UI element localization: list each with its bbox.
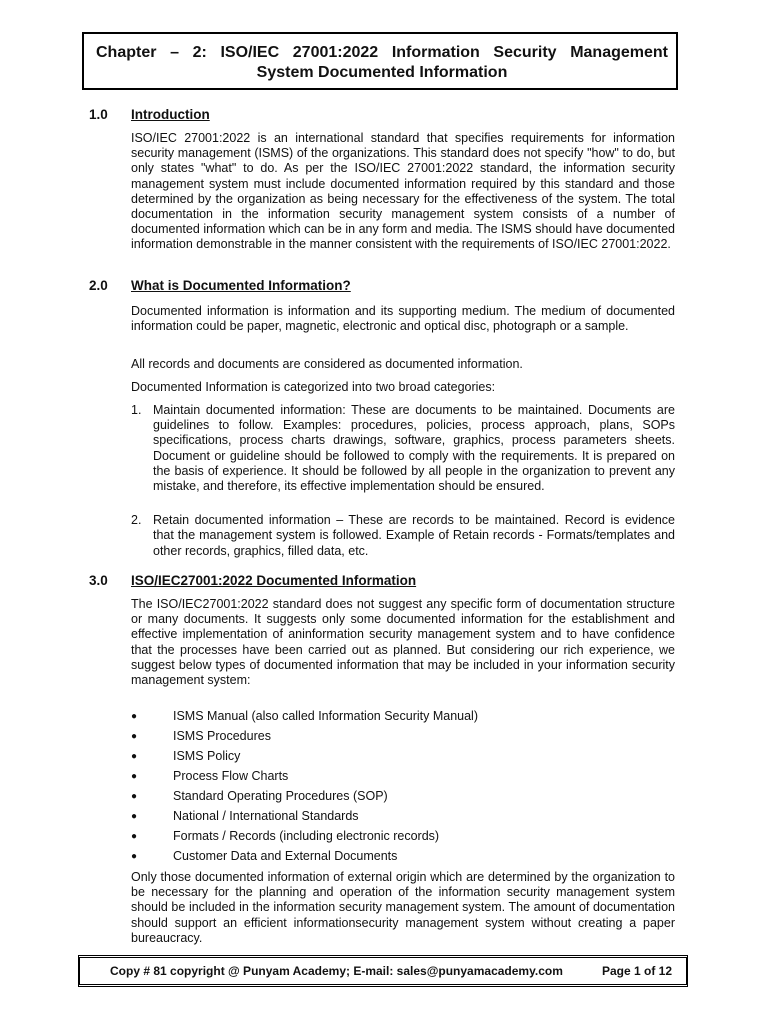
list-text: National / International Standards <box>173 809 359 823</box>
documented-info-paragraph-3: Documented Information is categorized into two broad categories: <box>131 380 496 394</box>
list-item <box>131 849 671 869</box>
document-types-list <box>131 709 671 869</box>
documented-info-paragraph-1: Documented information is information and its supporting medium. The medium of documented information could be paper, magnetic, electronic and optical disc, photograph or a sample. <box>131 304 675 334</box>
external-origin-paragraph: Only those documented information of external origin which are determined by the organization to be necessary for the planning and operation of the information security management system should be included in the information security management system. The amount of documentation should support an efficient informationsecurity management system without creating a paper bureaucracy. <box>131 870 675 945</box>
list-text: ISMS Manual (also called Information Security Manual) <box>173 709 478 723</box>
section-heading-introduction <box>89 107 210 123</box>
list-text: Customer Data and External Documents <box>173 849 398 863</box>
list-item <box>131 729 671 749</box>
list-number: 2. <box>131 513 142 528</box>
list-item <box>131 709 671 729</box>
page-number: Page 1 of 12 <box>601 964 672 978</box>
suggestion-paragraph: The ISO/IEC27001:2022 standard does not suggest any specific form of documentation structure or many documents. It suggests only some documented information for the establishment and effective implementation of aninformation security management system and to have confidence that the processes have been carried out as planned. But considering our rich experience, we suggest below types of documented information that may be included in your information security management system: <box>131 597 675 688</box>
bullet-icon: ● <box>131 851 138 862</box>
chapter-title-box <box>82 32 678 90</box>
bullet-icon: ● <box>131 831 138 842</box>
list-item <box>131 829 671 849</box>
copyright-text: Copy # 81 copyright @ Punyam Academy; E-mail: sales@punyamacademy.com <box>110 964 563 978</box>
bullet-icon: ● <box>131 751 138 762</box>
bullet-icon: ● <box>131 711 138 722</box>
list-item <box>131 789 671 809</box>
list-item <box>131 769 671 789</box>
section-number: 1.0 <box>89 107 108 122</box>
list-text: ISMS Procedures <box>173 729 271 743</box>
bullet-icon: ● <box>131 811 138 822</box>
page-footer <box>78 955 688 987</box>
list-item <box>131 403 675 494</box>
section-title: What is Documented Information? <box>131 278 351 293</box>
list-number: 1. <box>131 403 142 417</box>
section-number: 3.0 <box>89 573 108 588</box>
list-item <box>131 749 671 769</box>
list-text: Standard Operating Procedures (SOP) <box>173 789 388 803</box>
intro-paragraph: ISO/IEC 27001:2022 is an international standard that specifies requirements for information security management (ISMS) of the organizations. This standard does not specify "how" to do, but only states "what" to do. As per the ISO/IEC 27001:2022 standard, the information security management system must include documented information required by this standard and those determined by the organization as being necessary for the effectiveness of the system. The total documentation in the information security management system consists of a number of documented information which can be in any form and media. The ISMS should have documented information demonstrable in the manner consistent with the requirements of ISO/IEC 27001:2022. <box>131 131 675 252</box>
list-text: ISMS Policy <box>173 749 241 763</box>
list-text: Retain documented information – These are records to be maintained. Record is evidence that the management system is followed. Example of Retain records - Formats/templates and other records, graphics, filled data, etc. <box>153 513 675 558</box>
bullet-icon: ● <box>131 771 138 782</box>
chapter-title-line2: System Documented Information <box>256 64 508 81</box>
section-title: ISO/IEC27001:2022 Documented Information <box>131 573 417 588</box>
section-title: Introduction <box>131 107 210 122</box>
list-text: Process Flow Charts <box>173 769 289 783</box>
chapter-title-line1: Chapter – 2: ISO/IEC 27001:2022 Information Security Management <box>96 44 668 61</box>
documented-info-paragraph-2: All records and documents are considered as documented information. <box>131 357 523 371</box>
list-text: Formats / Records (including electronic records) <box>173 829 440 843</box>
list-text: Maintain documented information: These are documents to be maintained. Documents are guidelines to follow. Examples: procedures, policies, process approach, plans, SOPs specifications, process charts drawings, software, graphics, process parameters sheets. Document or guideline should be followed to comply with the requirements. It is prepared on the basis of experience. It should be followed by all people in the organization to prevent any mistake, and therefore, its effective implementation should be ensured. <box>153 403 675 494</box>
list-item <box>131 513 675 559</box>
section-number: 2.0 <box>89 278 108 293</box>
bullet-icon: ● <box>131 731 138 742</box>
categories-list <box>131 403 675 559</box>
section-heading-documented-information <box>89 573 416 589</box>
bullet-icon: ● <box>131 791 138 802</box>
section-heading-what-is-documented-information <box>89 278 351 294</box>
list-item <box>131 809 671 829</box>
